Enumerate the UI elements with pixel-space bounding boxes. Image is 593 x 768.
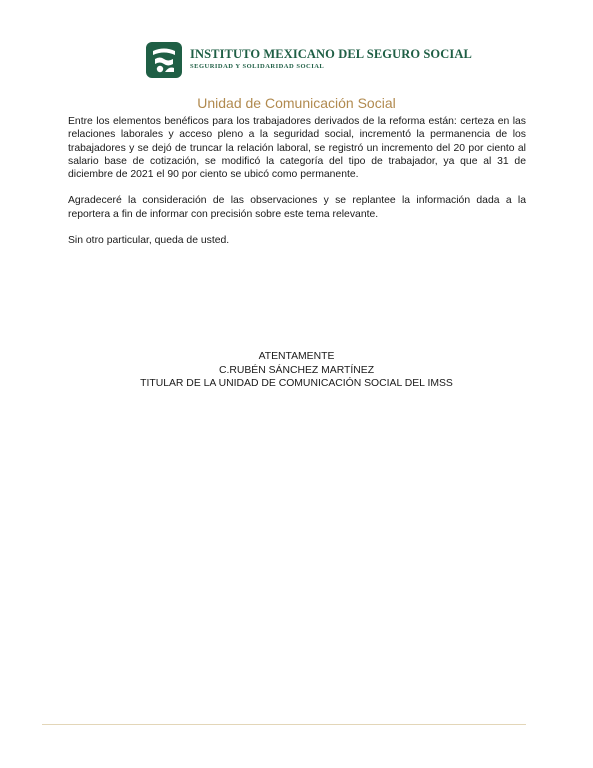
signature-name: C.RUBÉN SÁNCHEZ MARTÍNEZ <box>218 364 375 376</box>
logo-tagline: SEGURIDAD Y SOLIDARIDAD SOCIAL <box>190 63 325 70</box>
footer-divider <box>42 724 526 725</box>
letter-body <box>68 115 526 260</box>
body-paragraph-1: Entre los elementos benéficos para los trabajadores derivados de la reforma están: certeza en las relaciones laborales y acceso pleno a la seguridad social, incrementó la permanencia de los trabajadores y se dejó de truncar la relación laboral, se registró un incremento del 20 por ciento al salario base de cotización, se modificó la categoría del tipo de trabajador, ya que al 31 de diciembre de 2021 el 90 por ciento se ubicó como permanente. <box>68 116 526 181</box>
imss-emblem-icon <box>146 42 182 78</box>
body-paragraph-3: Sin otro particular, queda de usted. <box>68 235 230 247</box>
signature-position: TITULAR DE LA UNIDAD DE COMUNICACIÓN SOCIAL DEL IMSS <box>140 378 453 389</box>
logo-institution-name: INSTITUTO MEXICANO DEL SEGURO SOCIAL <box>190 47 472 61</box>
signature-closing: ATENTAMENTE <box>258 351 335 362</box>
body-paragraph-2: Agradeceré la consideración de las observaciones y se replantee la información dada a la reportera a fin de informar con precisión sobre este tema relevante. <box>68 195 526 220</box>
unit-title: Unidad de Comunicación Social <box>197 95 396 111</box>
imss-logo <box>146 42 472 80</box>
signature-block <box>0 350 593 391</box>
